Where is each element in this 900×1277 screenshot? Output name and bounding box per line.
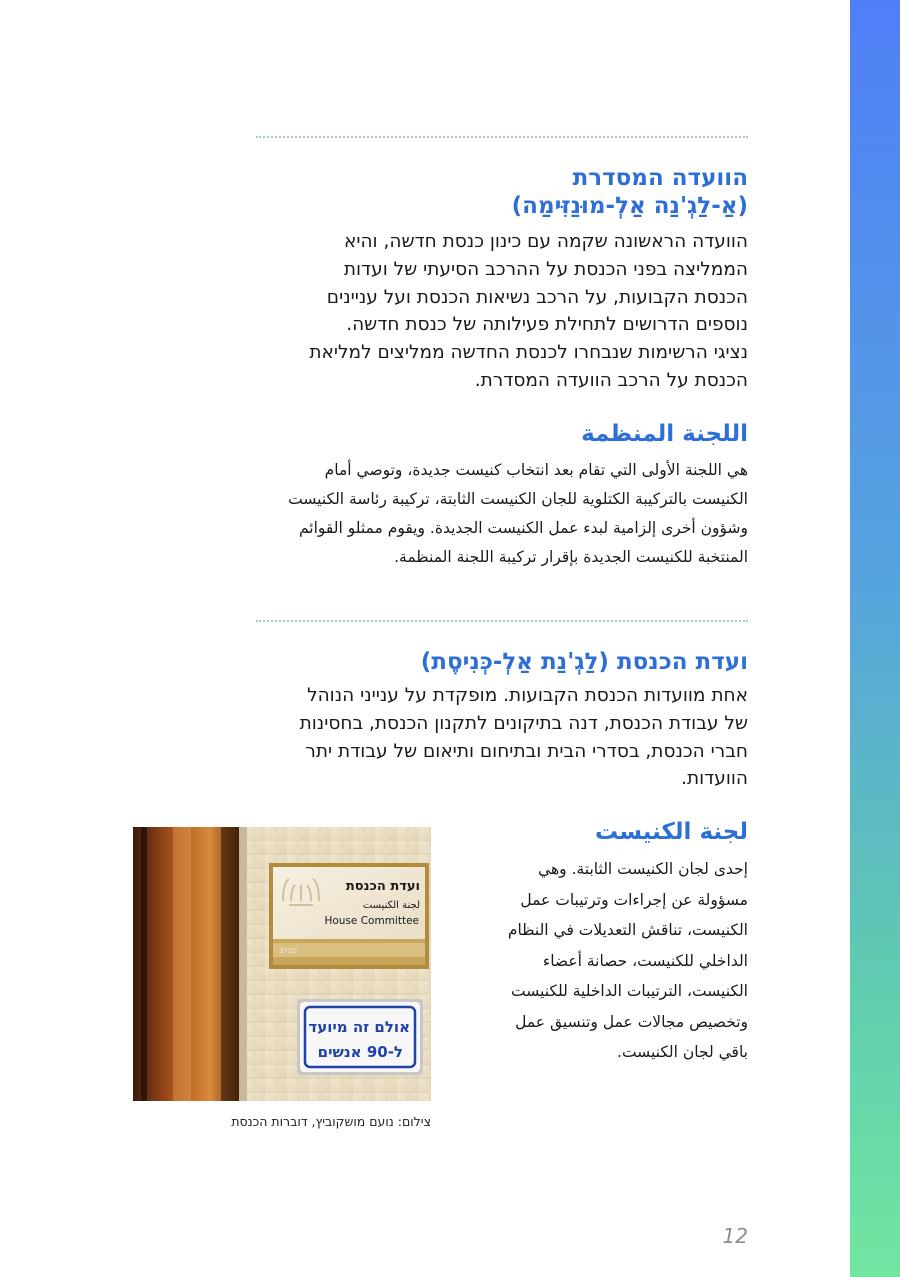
- section-body: [256, 682, 748, 793]
- body-line: הכנסת הקבועות, על הרכב נשיאות הכנסת ועל עניינים: [326, 286, 748, 308]
- body-line: إحدى لجان الكنيست الثابتة. وهي: [538, 860, 748, 878]
- section-body: [470, 854, 748, 1068]
- body-line: الداخلي للكنيست، حصانة أعضاء: [542, 951, 748, 970]
- notice-line-2: ל-90 אנשים: [317, 1043, 403, 1061]
- plaque-line-3: House Committee: [324, 915, 419, 927]
- body-line: של עבודת הכנסת, דנה בתיקונים לתקנון הכנסת, בחסינות: [299, 712, 748, 734]
- section-organizing-committee-he: [256, 164, 748, 395]
- plaque-line-1: ועדת הכנסת: [345, 879, 420, 894]
- section-organizing-committee-ar: [256, 420, 748, 572]
- photo-caption: צילום: נועם מושקוביץ, דוברות הכנסת: [231, 1114, 431, 1129]
- body-line: وتخصيص مجالات عمل وتنسيق عمل: [515, 1012, 748, 1031]
- body-line: נוספים הדרושים לתחילת פעילותה של כנסת חדשה.: [346, 314, 748, 336]
- title-line-2: (אַ-לַגְ'נַה אַלְ-מוּנַזִּימַה): [511, 193, 748, 219]
- section-body: [256, 228, 748, 395]
- page-number: 12: [722, 1224, 748, 1248]
- section-title: [256, 164, 748, 220]
- section-house-committee-ar: [470, 818, 748, 1068]
- body-line: الكنيست بالتركيبة الكتلوية للجان الكنيست الثابتة، تركيبة رئاسة الكنيست: [288, 490, 748, 508]
- body-line: הממליצה בפני הכנסת על ההרכב הסיעתי של ועדות: [343, 258, 748, 280]
- title-line-1: הוועדה המסדרת: [572, 165, 748, 191]
- body-line: נציגי הרשימות שנבחרו לכנסת החדשה ממליצים למליאת: [309, 342, 748, 364]
- notice-line-1: אולם זה מיועד: [308, 1018, 410, 1036]
- body-line: חברי הכנסת, בסדרי הבית ובתיחום ותיאום של עבודת יתר: [305, 740, 748, 762]
- body-line: الكنيست، تناقش التعديلات في النظام: [507, 921, 748, 939]
- section-house-committee-he: [256, 648, 748, 793]
- section-title: اللجنة المنظمة: [581, 421, 748, 447]
- plaque-room-number: 3720: [279, 947, 297, 955]
- house-committee-door-photo: [133, 827, 431, 1101]
- body-line: הוועדות.: [681, 768, 748, 790]
- body-line: هي اللجنة الأولى التي تقام بعد انتخاب كنيست جديدة، وتوصي أمام: [324, 461, 748, 479]
- decorative-side-band: [850, 0, 900, 1277]
- section-divider-middle: [256, 620, 748, 622]
- body-line: הכנסת על הרכב הוועדה המסדרת.: [474, 369, 748, 391]
- plaque-line-2: لجنة الكنيست: [362, 900, 420, 911]
- body-line: مسؤولة عن إجراءات وترتيبات عمل: [520, 890, 748, 909]
- section-divider-top: [256, 136, 748, 138]
- body-line: الكنيست، الترتيبات الداخلية للكنيست: [510, 982, 748, 1000]
- body-line: הוועדה הראשונה שקמה עם כינון כנסת חדשה, והיא: [343, 231, 748, 252]
- section-title: ועדת הכנסת (לַגְ'נַת אַלְ-כְּנִיסֶת): [420, 649, 748, 675]
- section-body: [256, 456, 748, 572]
- body-line: אחת מוועדות הכנסת הקבועות. מופקדת על ענייני הנוהל: [307, 685, 748, 706]
- section-title: لجنة الكنيست: [595, 819, 748, 845]
- body-line: وشؤون أخرى إلزامية لبدء عمل الكنيست الجديدة. ويقوم ممثلو القوائم: [298, 519, 748, 537]
- body-line: باقي لجان الكنيست.: [617, 1043, 748, 1061]
- body-line: المنتخبة للكنيست الجديدة بإقرار تركيبة اللجنة المنظمة.: [394, 548, 748, 566]
